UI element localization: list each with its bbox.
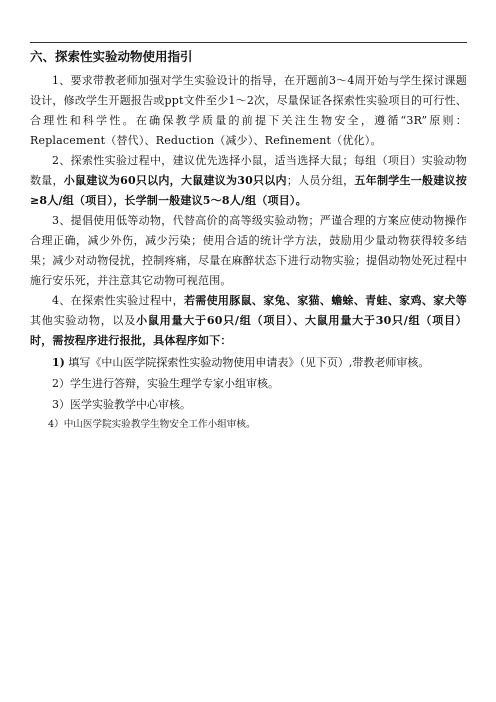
section-title: 六、探索性实验动物使用指引 <box>30 49 193 64</box>
step-item-4 <box>30 415 467 435</box>
step-3-number: 3） <box>52 398 70 411</box>
paragraph-3 <box>30 211 467 291</box>
paragraph-2-text-a: 2、探索性实验过程中，建议优先选择小鼠，适当选择大鼠；每组（项目）实验动物数量， <box>30 154 467 187</box>
step-4-text: 中山医学院实验教学生物安全工作小组审核。 <box>63 419 256 430</box>
paragraph-2-bold-d: 五年制学生一般建议按≥8人/组（项目），长学制一般建议5～8人/组（项目）。 <box>30 174 467 207</box>
paragraph-2-bold-b: 小鼠建议为60只以内，大鼠建议为30只以内 <box>63 174 287 187</box>
step-4-number: 4） <box>48 419 64 430</box>
paragraph-3-text: 3、提倡使用低等动物，代替高价的高等级实验动物；严谨合理的方案应使动物操作合理正确，减少外伤，减少污染；使用合适的统计学方法，鼓励用少量动物获得较多结果；减少对动物侵扰，控制疼痛，尽量在麻醉状态下进行动物实验；提倡动物处死过程中施行安乐死，并注意其它动物可视范围。 <box>30 214 467 287</box>
paragraph-4-text-a: 4、在探索性实验过程中， <box>52 294 184 307</box>
document-body <box>30 48 467 435</box>
paragraph-1-text: 1、要求带教老师加强对学生实验设计的指导，在开题前3～4周开始与学生探讨课题设计，修改学生开题报告或ppt文件至少1～2次，尽量保证各探索性实验项目的可行性、合理性和科学性。在确保教学质量的前提下关注生物安全，遵循“3R”原则：Replacement（替代）、Reduction（减少）、Refinement（优化）。 <box>30 74 467 147</box>
paragraph-4-bold-b: 若需使用豚鼠、家兔、家猫、蟾蜍、青蛙、家鸡、家犬等 <box>183 294 467 307</box>
paragraph-2-text-c: ；人员分组， <box>286 174 355 187</box>
step-3-text: 医学实验教学中心审核。 <box>70 398 191 411</box>
procedure-steps <box>30 352 467 435</box>
step-item-1 <box>30 352 467 373</box>
step-1-text: 填写《中山医学院探索性实验动物使用申请表》（见下页）,带教老师审核。 <box>68 356 430 369</box>
paragraph-4 <box>30 291 467 351</box>
step-1-number: 1) <box>52 356 65 369</box>
paragraph-1 <box>30 71 467 151</box>
paragraph-4-text-c: 其他实验动物，以及 <box>30 314 137 327</box>
paragraph-4-bold-d: 小鼠用量大于60只/组（项目）、大鼠用量大于30只/组（项目）时，需按程序进行报批，具体程序如下： <box>30 314 467 347</box>
step-2-text: 学生进行答辩，实验生理学专家小组审核。 <box>70 377 279 390</box>
paragraph-2 <box>30 151 467 211</box>
step-2-number: 2） <box>52 377 70 390</box>
step-item-2 <box>30 373 467 394</box>
step-item-3 <box>30 394 467 415</box>
header-rule <box>30 42 467 43</box>
